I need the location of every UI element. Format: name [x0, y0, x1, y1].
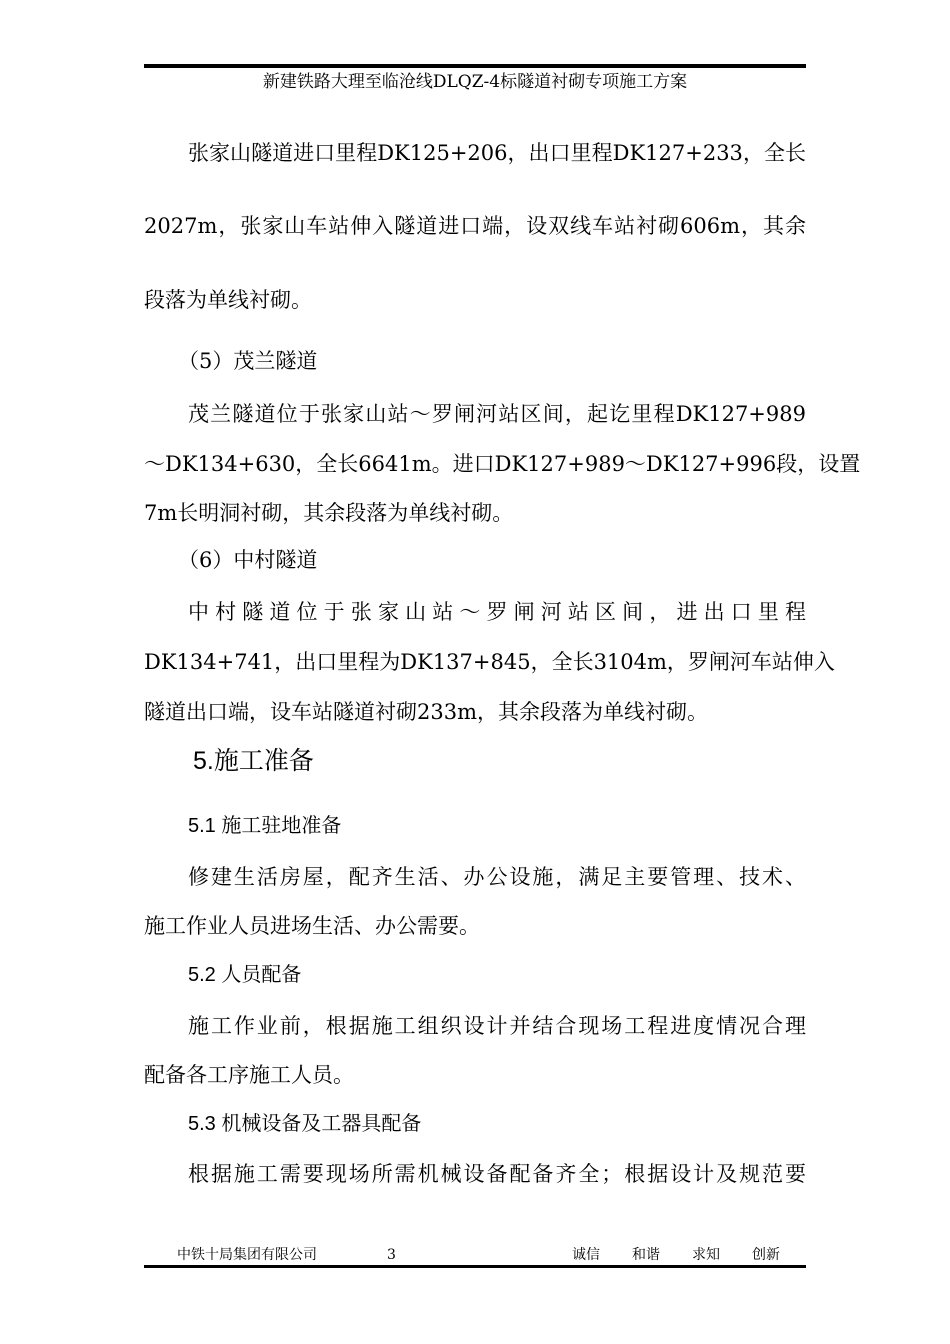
section-5-2-line-1: 施工作业前，根据施工组织设计并结合现场工程进度情况合理 — [188, 1014, 806, 1038]
footer-motto-item: 和谐 — [632, 1247, 660, 1263]
maolan-line-3: 7m长明洞衬砌，其余段落为单线衬砌。 — [144, 501, 514, 525]
footer-motto-item: 诚信 — [572, 1247, 600, 1263]
section-5-2-line-2: 配备各工序施工人员。 — [144, 1063, 354, 1087]
zhangjiashan-line-3: 段落为单线衬砌。 — [144, 288, 312, 312]
zhongcun-line-1: 中村隧道位于张家山站～罗闸河站区间，进出口里程 — [188, 600, 806, 624]
zhongcun-line-2: DK134+741，出口里程为DK137+845，全长3104m，罗闸河车站伸入 — [144, 650, 835, 674]
header-rule — [144, 64, 806, 68]
footer-motto — [572, 1245, 780, 1265]
maolan-line-1: 茂兰隧道位于张家山站～罗闸河站区间，起讫里程DK127+989 — [188, 402, 806, 426]
section-5-3-heading: 5.3 机械设备及工器具配备 — [188, 1113, 422, 1135]
section-5-1-line-1: 修建生活房屋，配齐生活、办公设施，满足主要管理、技术、 — [188, 865, 806, 889]
zhangjiashan-line-1: 张家山隧道进口里程DK125+206，出口里程DK127+233，全长 — [188, 141, 806, 165]
section-5-1-heading: 5.1 施工驻地准备 — [188, 815, 342, 837]
section-5-1-line-2: 施工作业人员进场生活、办公需要。 — [144, 914, 480, 938]
footer-company: 中铁十局集团有限公司 — [177, 1247, 317, 1263]
section-5-2-heading: 5.2 人员配备 — [188, 964, 302, 986]
page-header-title: 新建铁路大理至临沧线DLQZ-4标隧道衬砌专项施工方案 — [262, 72, 688, 92]
section-5-heading: 5.施工准备 — [193, 747, 314, 775]
zhangjiashan-line-2: 2027m，张家山车站伸入隧道进口端，设双线车站衬砌606m，其余 — [144, 214, 806, 238]
maolan-heading: （5）茂兰隧道 — [178, 349, 318, 373]
footer-page-number: 3 — [387, 1247, 396, 1263]
zhongcun-heading: （6）中村隧道 — [178, 548, 318, 572]
zhongcun-line-3: 隧道出口端，设车站隧道衬砌233m，其余段落为单线衬砌。 — [144, 700, 708, 724]
footer-motto-item: 求知 — [692, 1247, 720, 1263]
footer-motto-item: 创新 — [752, 1247, 780, 1263]
footer-rule — [144, 1265, 806, 1268]
maolan-line-2: ～DK134+630，全长6641m。进口DK127+989～DK127+996段，设置 — [144, 452, 861, 476]
section-5-3-line-1: 根据施工需要现场所需机械设备配备齐全；根据设计及规范要 — [188, 1162, 806, 1186]
